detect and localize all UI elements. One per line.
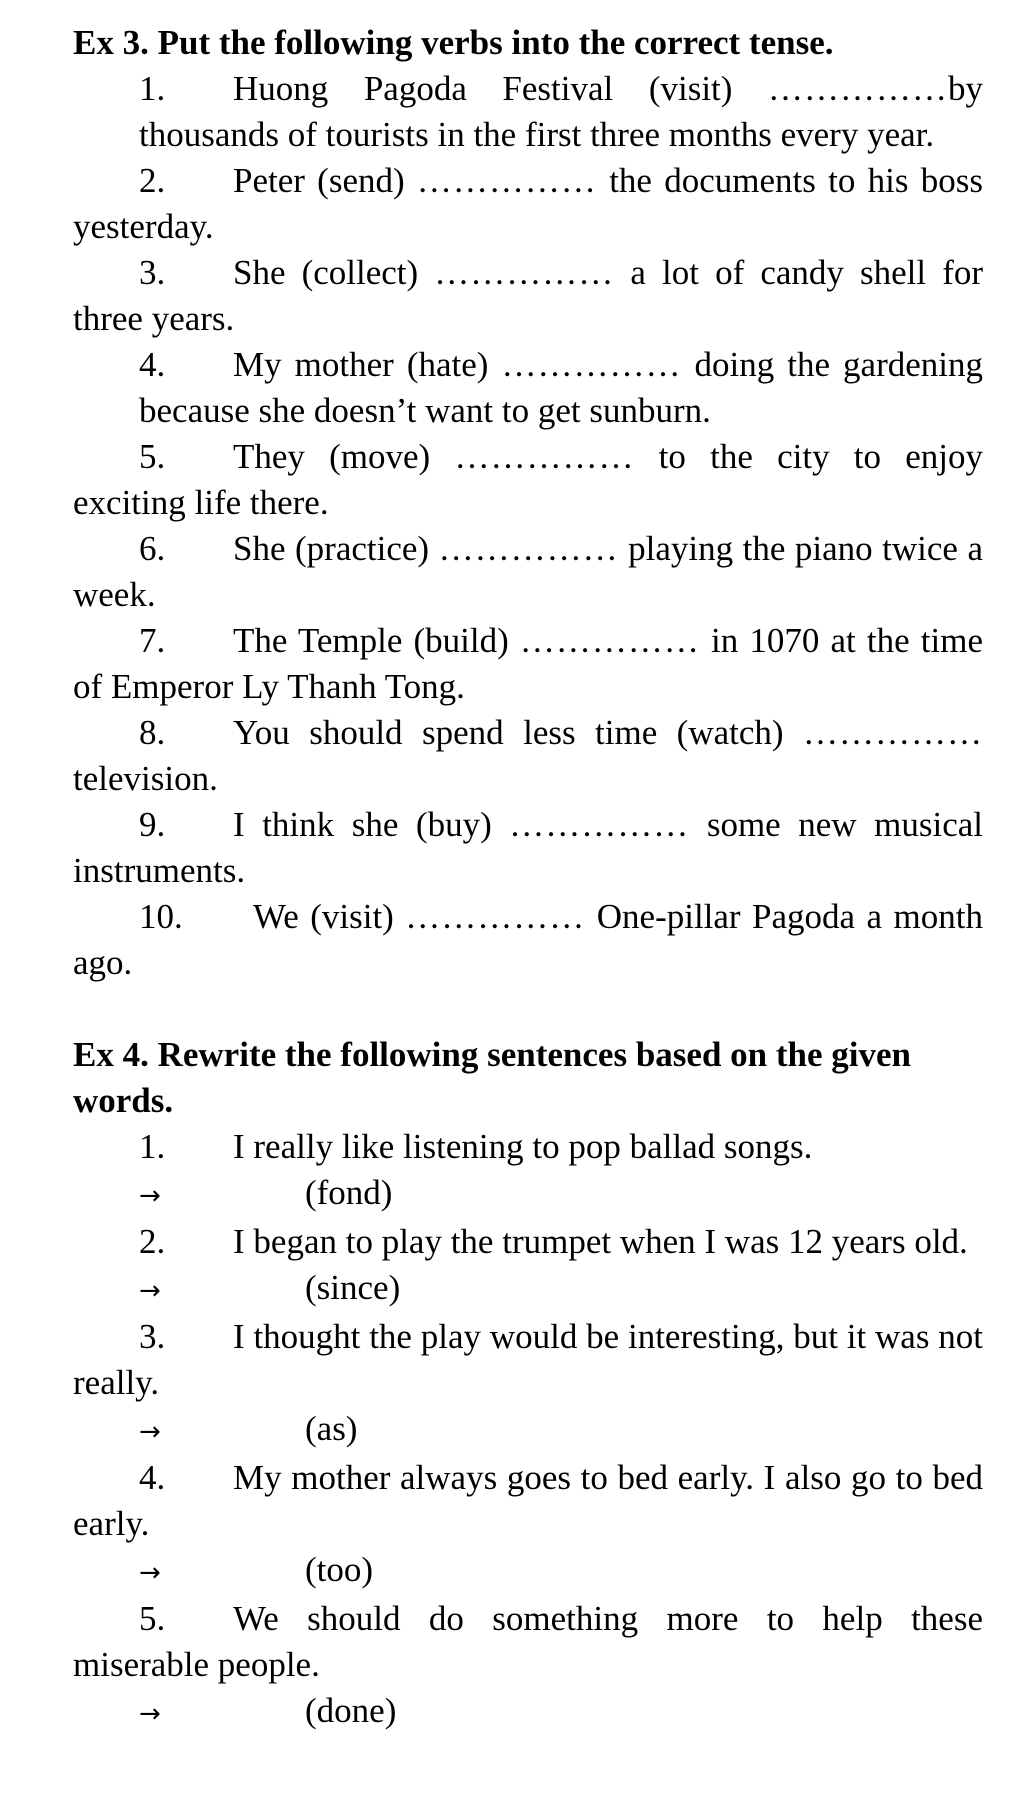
hint-word: (fond) <box>305 1173 393 1212</box>
item-number: 4. <box>139 1458 166 1497</box>
item-number: 2. <box>139 1222 166 1261</box>
item-text-before: I think she (buy) <box>233 805 510 844</box>
item-text-before: The Temple (build) <box>233 621 520 660</box>
ex4-answer-line-5[interactable] <box>73 1688 983 1737</box>
item-text-before: Huong Pagoda Festival (visit) <box>233 69 768 108</box>
ex3-item-8 <box>73 710 983 802</box>
hint-word: (too) <box>305 1550 374 1589</box>
item-text-before: She (practice) <box>233 529 439 568</box>
ex3-heading: Ex 3. Put the following verbs into the correct tense. <box>73 23 834 62</box>
item-text: I really like listening to pop ballad songs. <box>233 1127 813 1166</box>
answer-blank[interactable]: …………… <box>803 713 983 752</box>
item-number: 7. <box>139 621 166 660</box>
item-number: 3. <box>139 253 166 292</box>
item-number: 8. <box>139 713 166 752</box>
ex4-item-2 <box>73 1219 983 1265</box>
item-text-after: television. <box>73 759 218 798</box>
answer-blank[interactable]: …………… <box>519 621 700 660</box>
ex4-item-4 <box>73 1455 983 1547</box>
ex3-item-7 <box>73 618 983 710</box>
ex4-answer-line-2[interactable] <box>73 1265 983 1314</box>
ex3-item-1 <box>73 66 983 158</box>
ex4-answer-line-3[interactable] <box>73 1406 983 1455</box>
item-number: 10. <box>139 897 183 936</box>
arrow-icon: → <box>139 1699 161 1729</box>
answer-blank[interactable]: …………… <box>454 437 635 476</box>
hint-word: (as) <box>305 1409 358 1448</box>
item-number: 1. <box>139 69 166 108</box>
answer-blank[interactable]: …………… <box>416 161 597 200</box>
worksheet <box>73 0 983 1737</box>
item-text-before: My mother (hate) <box>233 345 502 384</box>
item-number: 2. <box>139 161 166 200</box>
item-text-after: in 1070 at the time of Emperor Ly Thanh Tong. <box>73 621 983 706</box>
ex4-item-5 <box>73 1596 983 1688</box>
item-text-before: You should spend less time (watch) <box>233 713 803 752</box>
item-number: 1. <box>139 1127 166 1166</box>
ex3-item-3 <box>73 250 983 342</box>
item-text-before: We (visit) <box>253 897 406 936</box>
ex3-item-5 <box>73 434 983 526</box>
hint-word: (done) <box>305 1691 397 1730</box>
arrow-icon: → <box>139 1181 161 1211</box>
arrow-icon: → <box>139 1276 161 1306</box>
item-number: 5. <box>139 1599 166 1638</box>
arrow-icon: → <box>139 1558 161 1588</box>
ex3-item-6 <box>73 526 983 618</box>
item-text-before: They (move) <box>233 437 455 476</box>
item-text-after: One-pillar Pagoda a month ago. <box>73 897 983 982</box>
ex4-answer-line-1[interactable] <box>73 1170 983 1219</box>
ex4-item-3 <box>73 1314 983 1406</box>
item-text-after: a lot of candy shell for three years. <box>73 253 984 338</box>
item-number: 5. <box>139 437 166 476</box>
item-text-after: some new musical instruments. <box>73 805 983 890</box>
item-text-before: Peter (send) <box>233 161 417 200</box>
answer-blank[interactable]: …………… <box>509 805 690 844</box>
ex4-answer-line-4[interactable] <box>73 1547 983 1596</box>
hint-word: (since) <box>305 1268 401 1307</box>
item-text: I began to play the trumpet when I was 12 years old. <box>233 1222 968 1261</box>
item-number: 4. <box>139 345 166 384</box>
answer-blank[interactable]: …………… <box>768 69 948 108</box>
item-text-after: the documents to his boss yesterday. <box>73 161 983 246</box>
item-number: 9. <box>139 805 166 844</box>
answer-blank[interactable]: …………… <box>434 253 615 292</box>
ex3-item-4 <box>73 342 983 434</box>
item-text-after: to the city to enjoy exciting life there. <box>73 437 984 522</box>
item-text: My mother always goes to bed early. I also go to bed early. <box>73 1458 983 1543</box>
item-text: We should do something more to help these miserable people. <box>73 1599 983 1684</box>
item-number: 6. <box>139 529 166 568</box>
item-text-before: She (collect) <box>233 253 435 292</box>
item-text-after: doing the gardening because she doesn’t want to get sunburn. <box>139 345 983 430</box>
item-number: 3. <box>139 1317 166 1356</box>
arrow-icon: → <box>139 1417 161 1447</box>
ex3-item-2 <box>73 158 983 250</box>
answer-blank[interactable]: …………… <box>501 345 682 384</box>
item-text: I thought the play would be interesting, but it was not really. <box>73 1317 983 1402</box>
item-text-after: by thousands of tourists in the first three months every year. <box>139 69 983 154</box>
ex3-item-10 <box>73 894 983 986</box>
ex3-item-9 <box>73 802 983 894</box>
answer-blank[interactable]: …………… <box>405 897 586 936</box>
ex4-item-1 <box>73 1124 983 1170</box>
ex4-heading: Ex 4. Rewrite the following sentences based on the given words. <box>73 1035 912 1120</box>
item-text-after: playing the piano twice a week. <box>73 529 983 614</box>
answer-blank[interactable]: …………… <box>438 529 619 568</box>
